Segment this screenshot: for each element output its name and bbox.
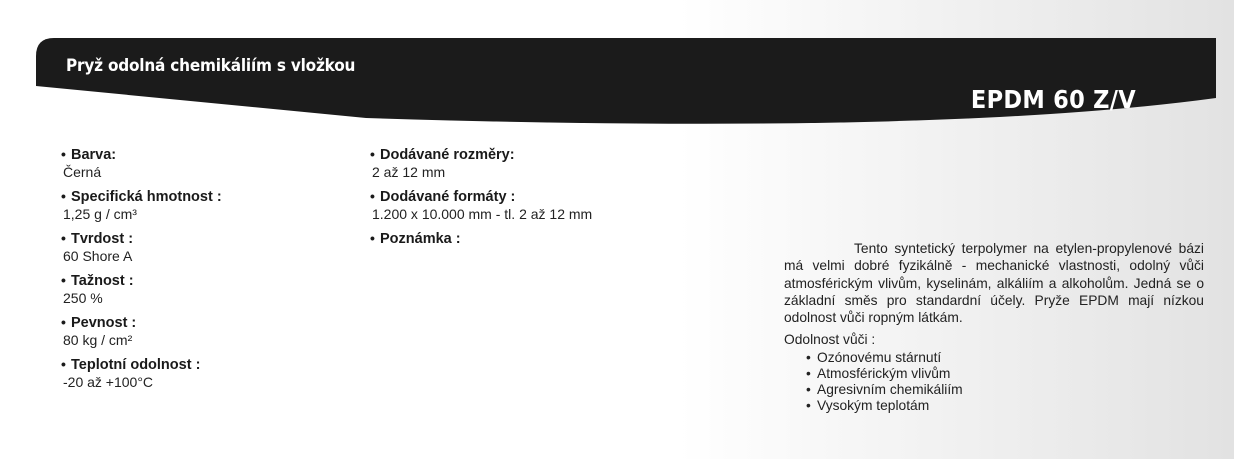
property-label: Poznámka :	[380, 231, 461, 247]
description-paragraph	[784, 240, 1204, 326]
product-code: EPDM 60 Z/V	[970, 85, 1136, 114]
property-label: Dodávané rozměry:	[380, 147, 515, 163]
property-density	[61, 188, 321, 223]
resistance-list	[806, 350, 963, 414]
bullet-icon: •	[370, 230, 375, 246]
property-label: Specifická hmotnost :	[71, 189, 222, 205]
bullet-icon: •	[370, 146, 375, 162]
list-item: • Agresivním chemikáliím	[806, 382, 963, 397]
bullet-icon: •	[806, 350, 811, 365]
resistance-heading: Odolnost vůči :	[784, 332, 876, 347]
header-banner	[36, 38, 1216, 124]
bullet-icon: •	[61, 356, 66, 372]
properties-right	[370, 146, 710, 255]
property-value: 1.200 x 10.000 mm - tl. 2 až 12 mm	[372, 206, 593, 222]
property-label: Tažnost :	[71, 273, 134, 289]
property-value: -20 až +100°C	[63, 374, 154, 390]
list-item: • Atmosférickým vlivům	[806, 366, 951, 381]
property-value: Černá	[63, 164, 102, 180]
property-label: Tvrdost :	[71, 231, 134, 247]
bullet-icon: •	[806, 398, 811, 413]
properties-left	[61, 146, 321, 398]
bullet-icon: •	[61, 272, 66, 288]
bullet-icon: •	[61, 230, 66, 246]
property-value: 2 až 12 mm	[372, 164, 446, 180]
property-value: 250 %	[63, 290, 103, 306]
resistance-section	[784, 332, 963, 414]
description-text: Tento syntetický terpolymer na etylen-propylenové bázi má velmi dobré fyzikálně - mechanické vlastnosti, odolný vůči atmosférickým vlivům, kyselinám, alkáliím a alkoholům. Jedná se o základní směs pro standardní účely. Pryže EPDM mají nízkou odolnost vůči ropným látkám.	[784, 241, 1204, 326]
property-note	[370, 230, 710, 248]
property-value: 1,25 g / cm³	[63, 206, 137, 222]
property-temperature	[61, 356, 321, 391]
bullet-icon: •	[61, 188, 66, 204]
property-strength	[61, 314, 321, 349]
property-label: Teplotní odolnost :	[71, 357, 201, 373]
bullet-icon: •	[61, 314, 66, 330]
list-item: • Vysokým teplotám	[806, 398, 930, 413]
bullet-icon: •	[370, 188, 375, 204]
property-label: Barva:	[71, 147, 117, 163]
page-title: Pryž odolná chemikáliím s vložkou	[66, 56, 356, 76]
property-hardness	[61, 230, 321, 265]
property-value: 60 Shore A	[63, 248, 133, 264]
property-dimensions	[370, 146, 710, 181]
property-value: 80 kg / cm²	[63, 332, 133, 348]
property-label: Pevnost :	[71, 315, 137, 331]
bullet-icon: •	[806, 382, 811, 397]
bullet-icon: •	[806, 366, 811, 381]
property-elongation	[61, 272, 321, 307]
property-formats	[370, 188, 710, 223]
bullet-icon: •	[61, 146, 66, 162]
property-label: Dodávané formáty :	[380, 189, 516, 205]
list-item: • Ozónovému stárnutí	[806, 350, 942, 365]
property-color	[61, 146, 321, 181]
